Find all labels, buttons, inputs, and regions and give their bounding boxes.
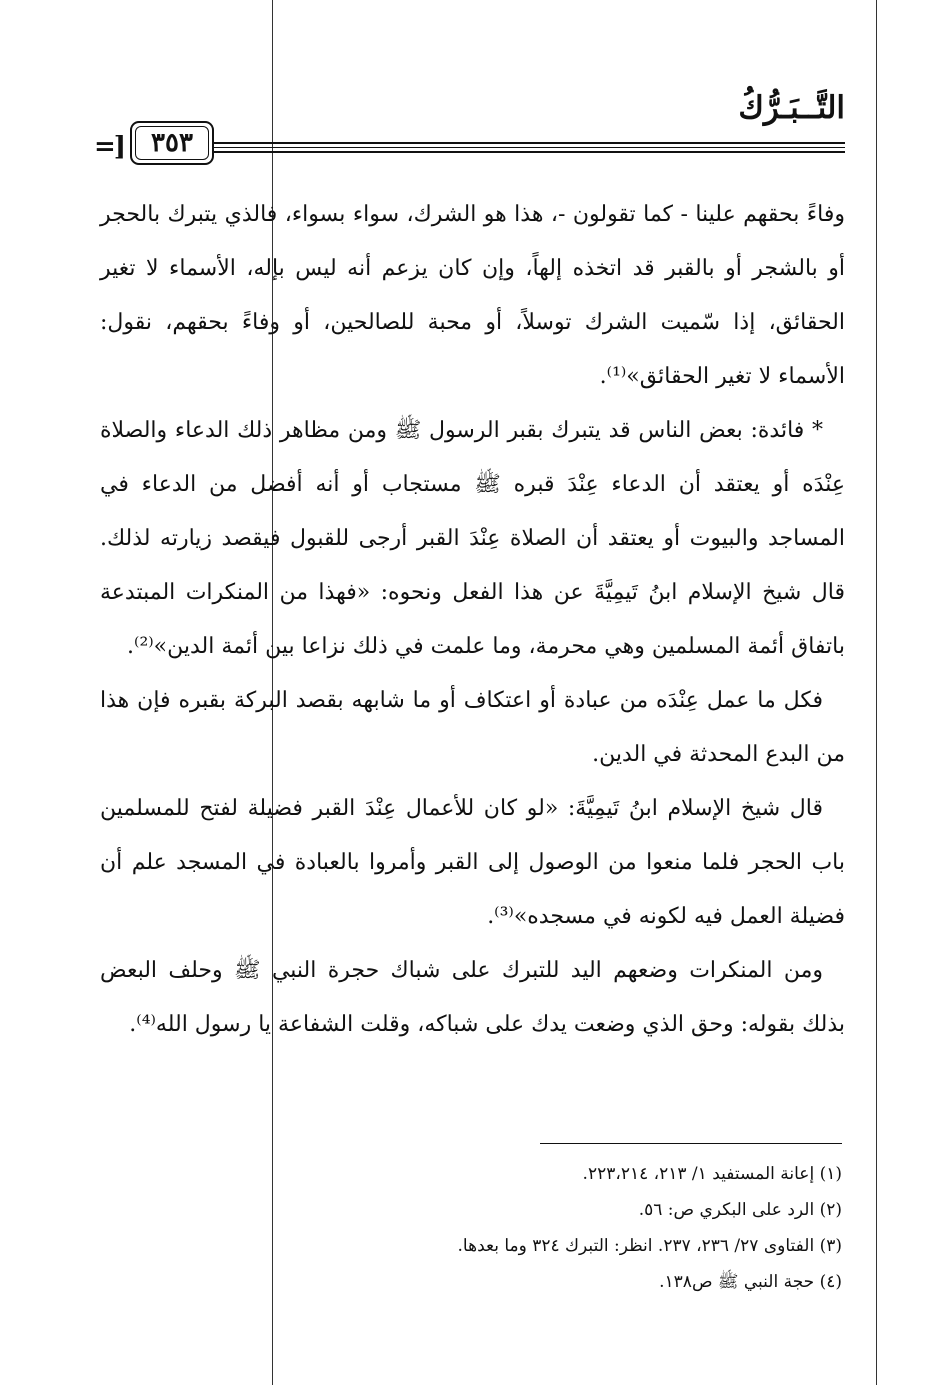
scan-guide-line-right	[876, 0, 877, 1385]
paragraph: وفاءً بحقهم علينا - كما تقولون -، هذا هو الشرك، سواء بسواء، فالذي يتبرك بالحجر أو بالشجر أو بالقبر قد اتخذه إلهاً، وإن كان يزعم أنه ليس بإله، الأسماء لا تغير الحقائق، إذا سّميت الشرك توسلاً، أو محبة للصالحين، أو وفاءً بحقهم، نقول: الأسماء لا تغير الحقائق»⁽¹⁾.	[100, 202, 845, 389]
footnote: (٣) الفتاوى ٢٧/ ٢٣٦، ٢٣٧. انظر: التبرك ٣٢٤ وما بعدها.	[457, 1236, 842, 1256]
page-number-ornament: =]	[94, 132, 125, 162]
paragraph: * فائدة: بعض الناس قد يتبرك بقبر الرسول ﷺ ومن مظاهر ذلك الدعاء والصلاة عِنْدَه أو يعتقد أن الدعاء عِنْدَ قبره ﷺ مستجاب أو أنه أفضل من الدعاء في المساجد والبيوت أو يعتقد أن الصلاة عِنْدَ القبر أرجى للقبول فيقصد زيارته لذلك. قال شيخ الإسلام ابنُ تَيمِيَّةَ عن هذا الفعل ونحوه: «فهذا من المنكرات المبتدعة باتفاق أئمة المسلمين وهي محرمة، وما علمت في ذلك نزاعا بين أئمة الدين»⁽²⁾.	[100, 418, 845, 659]
footnote: (٤) حجة النبي ﷺ ص١٣٨.	[659, 1272, 842, 1292]
paragraph: فكل ما عمل عِنْدَه من عبادة أو اعتكاف أو ما شابهه بقصد البركة بقبره فإن هذا من البدع المحدثة في الدين.	[100, 688, 845, 767]
body-text	[100, 188, 845, 1052]
paragraph: ومن المنكرات وضعهم اليد للتبرك على شباك حجرة النبي ﷺ وحلف البعض بذلك بقوله: وحق الذي وضعت يدك على شباكه، وقلت الشفاعة يا رسول الله⁽⁴⁾.	[100, 958, 845, 1037]
footnotes	[100, 1156, 842, 1300]
footnote: (١) إعانة المستفيد ١/ ٢١٣، ٢٢٣،٢١٤.	[582, 1164, 842, 1184]
header-rule	[212, 147, 845, 148]
page-number: ٣٥٣	[130, 121, 214, 165]
header-rule	[212, 142, 845, 144]
footnote: (٢) الرد على البكري ص: ٥٦.	[638, 1200, 842, 1220]
footnote-separator	[540, 1143, 842, 1144]
running-header-title: التَّــبَـرُّكُ	[738, 90, 845, 126]
header-rule	[212, 151, 845, 153]
paragraph: قال شيخ الإسلام ابنُ تَيمِيَّةَ: «لو كان للأعمال عِنْدَ القبر فضيلة لفتح للمسلمين باب الحجر فلما منعوا من الوصول إلى القبر وأمروا بالعبادة في المسجد علم أن فضيلة العمل فيه لكونه في مسجده»⁽³⁾.	[100, 796, 845, 929]
